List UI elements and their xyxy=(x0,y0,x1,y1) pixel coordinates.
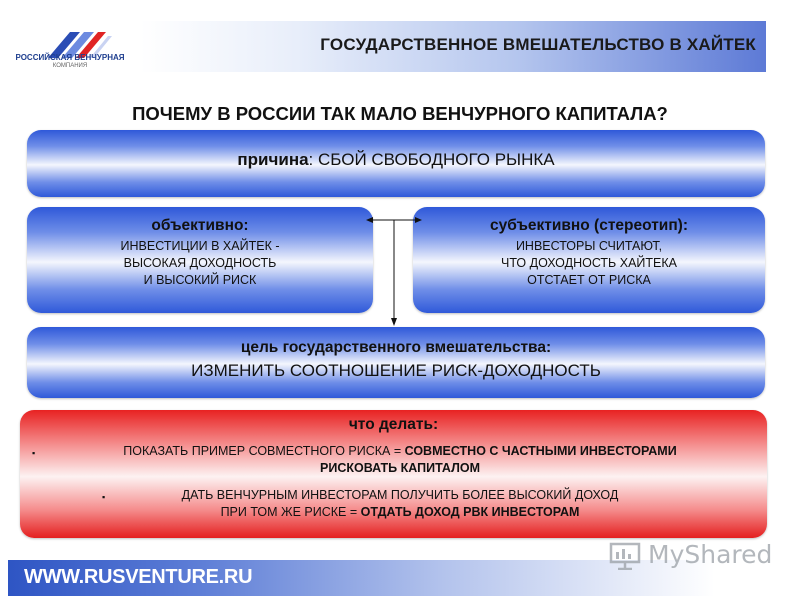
logo-name: РОССИЙСКАЯ ВЕНЧУРНАЯ xyxy=(15,53,125,62)
todo-item xyxy=(60,487,740,521)
website-link[interactable]: WWW.RUSVENTURE.RU xyxy=(24,566,253,588)
todo-box xyxy=(20,410,767,538)
objective-line: ВЫСОКАЯ ДОХОДНОСТЬ xyxy=(123,256,277,270)
todo-item-bold: ОТДАТЬ ДОХОД РВК ИНВЕСТОРАМ xyxy=(360,505,580,519)
header-bar xyxy=(140,21,766,72)
bullet-icon: ▪ xyxy=(102,492,106,502)
objective-line: ИНВЕСТИЦИИ В ХАЙТЕК - xyxy=(120,239,280,253)
todo-item-bold: СОВМЕСТНО С ЧАСТНЫМИ ИНВЕСТОРАМИ xyxy=(404,444,677,458)
subjective-line: ОТСТАЕТ ОТ РИСКА xyxy=(527,273,651,287)
reason-label: причина xyxy=(237,150,309,169)
subjective-line: ИНВЕСТОРЫ СЧИТАЮТ, xyxy=(515,239,663,253)
slide-title: ГОСУДАРСТВЕННОЕ ВМЕШАТЕЛЬСТВО В ХАЙТЕК xyxy=(320,35,756,54)
todo-item-text: ДАТЬ ВЕНЧУРНЫМ ИНВЕСТОРАМ ПОЛУЧИТЬ БОЛЕЕ ВЫСОКИЙ ДОХОД xyxy=(181,488,619,502)
reason-box xyxy=(27,130,765,197)
todo-item-text: ПОКАЗАТЬ ПРИМЕР СОВМЕСТНОГО РИСКА = xyxy=(123,444,405,458)
objective-line: И ВЫСОКИЙ РИСК xyxy=(143,273,257,287)
subjective-title: субъективно (стереотип): xyxy=(489,217,689,234)
todo-item xyxy=(60,443,740,477)
todo-title: что делать: xyxy=(348,416,439,433)
subjective-box xyxy=(413,207,765,313)
todo-item-text: ПРИ ТОМ ЖЕ РИСКЕ = xyxy=(220,505,361,519)
goal-box xyxy=(27,327,765,398)
objective-body xyxy=(27,238,373,289)
question-heading: ПОЧЕМУ В РОССИИ ТАК МАЛО ВЕНЧУРНОГО КАПИТАЛА? xyxy=(132,103,668,124)
objective-title: объективно: xyxy=(151,217,249,234)
goal-title: цель государственного вмешательства: xyxy=(240,339,552,356)
watermark-text: MyShared xyxy=(648,540,773,569)
goal-text: ИЗМЕНИТЬ СООТНОШЕНИЕ РИСК-ДОХОДНОСТЬ xyxy=(191,361,601,380)
logo-subtitle: КОМПАНИЯ xyxy=(52,63,88,69)
subjective-line: ЧТО ДОХОДНОСТЬ ХАЙТЕКА xyxy=(501,256,677,270)
watermark xyxy=(606,538,776,572)
subjective-body xyxy=(413,238,765,289)
objective-box xyxy=(27,207,373,313)
reason-text xyxy=(27,150,765,170)
connector-arrows-icon xyxy=(360,210,430,330)
presentation-icon xyxy=(608,540,644,570)
todo-item-bold: РИСКОВАТЬ КАПИТАЛОМ xyxy=(320,461,480,475)
reason-value: : СБОЙ СВОБОДНОГО РЫНКА xyxy=(308,150,555,169)
bullet-icon: ▪ xyxy=(32,448,36,458)
